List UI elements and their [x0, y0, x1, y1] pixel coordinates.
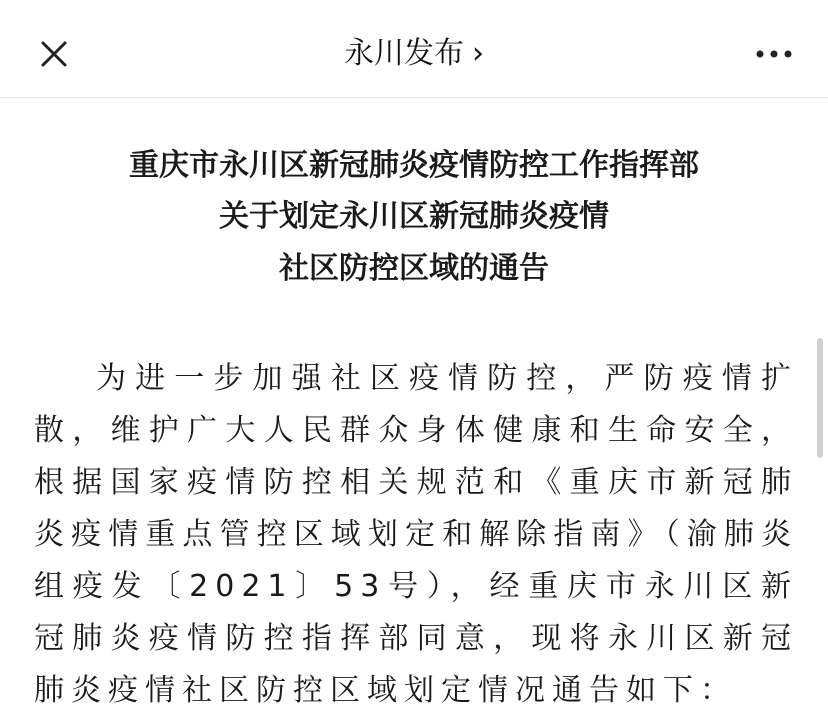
article-title-line-2: 关于划定永川区新冠肺炎疫情 — [219, 199, 609, 234]
article-title-line-1: 重庆市永川区新冠肺炎疫情防控工作指挥部 — [129, 148, 699, 183]
article-title-line-3: 社区防控区域的通告 — [279, 251, 549, 286]
top-nav-bar — [0, 0, 828, 98]
article-body-paragraph: 为进一步加强社区疫情防控，严防疫情扩散，维护广大人民群众身体健康和生命安全，根据国家疫情防控相关规范和《重庆市新冠肺炎疫情重点管控区域划定和解除指南》（渝肺炎组疫发〔2021〕53号），经重庆市永川区新冠肺炎疫情防控指挥部同意，现将永川区新冠肺炎疫情社区防控区域划定情况通告如下： — [34, 361, 798, 708]
account-name: 永川发布 — [344, 36, 464, 71]
account-name-link[interactable] — [0, 32, 828, 76]
more-icon[interactable] — [752, 44, 796, 64]
scrollbar[interactable] — [817, 338, 823, 458]
chevron-right-icon: › — [472, 36, 484, 71]
article-content — [0, 98, 828, 724]
